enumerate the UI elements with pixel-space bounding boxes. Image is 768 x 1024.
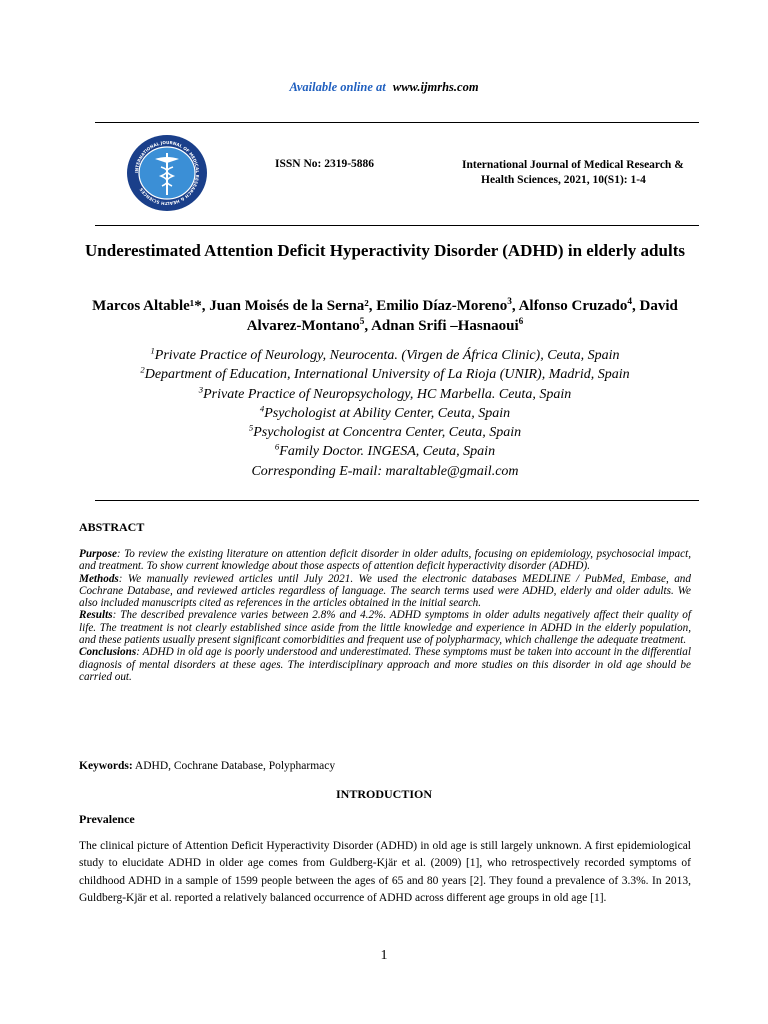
- abstract-results: Results: The described prevalence varies between 2.8% and 4.2%. ADHD symptoms in older adults negatively affect their quality of life. The treatment is not clearly established since aside from the little knowledge and experience in ADHD in the elderly population, and these patients usually present significant comorbidities and frequent use of polypharmacy, which challenge the adequate treatment.: [79, 609, 691, 647]
- abstract-methods: Methods: We manually reviewed articles until July 2021. We used the electronic databases MEDLINE / PubMed, Embase, and Cochrane Database, and reviewed articles regardless of language. The search terms used were ADHD, elderly and older adults. We also included manuscripts cited as references in the articles obtained in the initial search.: [79, 572, 691, 610]
- available-online-line: [0, 80, 768, 95]
- prevalence-heading: Prevalence: [79, 812, 135, 826]
- header-top-rule: [95, 122, 699, 123]
- journal-citation-line1: International Journal of Medical Research &: [462, 159, 684, 171]
- introduction-paragraph: The clinical picture of Attention Deficit Hyperactivity Disorder (ADHD) in old age is still largely unknown. A first epidemiological study to elucidate ADHD in older age comes from Guldberg-Kjär et al. (2009) [1], who retrospectively recorded symptoms of childhood ADHD in a sample of 1599 people between the ages of 65 and 80 years [2]. They found a prevalence of 3.3%. In 2013, Guldberg-Kjär et al. reported a relatively balanced occurrence of ADHD across different age groups in old age [1].: [79, 840, 691, 904]
- journal-logo: [122, 133, 212, 213]
- abstract-purpose: Purpose: To review the existing literature on attention deficit disorder in older adults, focusing on epidemiology, psychosocial impact, and treatment. To show current knowledge about those aspects of attention deficit hyperactivity disorder (ADHD).: [79, 548, 691, 573]
- author-sup-4: 4: [627, 297, 632, 307]
- author-names-3: , David Alvarez-Montano: [246, 298, 678, 334]
- keywords-label: Keywords:: [79, 760, 133, 772]
- author-sup-3: 3: [507, 297, 512, 307]
- author-names-1: Marcos Altable¹*, Juan Moisés de la Serna², Emilio Díaz-Moreno: [92, 298, 508, 314]
- affiliations-rule: [95, 500, 699, 501]
- affiliation-3: $^3$Private Practice of Neuropsychology, HC Marbella. Ceuta, Spain: [198, 383, 572, 402]
- author-list: [70, 296, 700, 336]
- affiliation-6: $^6$Family Doctor. INGESA, Ceuta, Spain: [274, 441, 496, 460]
- affiliation-5: $^5$Psychologist at Concentra Center, Ceuta, Spain: [248, 422, 522, 441]
- page-number: 1: [380, 948, 388, 963]
- journal-citation-line2: Health Sciences, 2021, 10(S1): 1-4: [481, 174, 646, 186]
- header-bottom-rule: [95, 225, 699, 226]
- journal-citation: [462, 158, 702, 188]
- issn-number: ISSN No: 2319-5886: [275, 158, 375, 170]
- article-title: Underestimated Attention Deficit Hyperactivity Disorder (ADHD) in elderly adults: [85, 241, 685, 260]
- available-online-label: Available online at: [289, 80, 386, 94]
- author-names-2: , Alfonso Cruzado: [511, 298, 628, 314]
- affiliation-1: $^1$Private Practice of Neurology, Neurocenta. (Virgen de África Clinic), Ceuta, Spain: [150, 345, 620, 363]
- keywords-text: ADHD, Cochrane Database, Polypharmacy: [132, 760, 336, 772]
- affiliation-4: $^4$Psychologist at Ability Center, Ceuta, Spain: [259, 403, 511, 421]
- corresponding-email: Corresponding E-mail: maraltable@gmail.com: [251, 463, 519, 479]
- author-sup-6: 6: [518, 317, 524, 327]
- author-sup-5: 5: [359, 317, 365, 327]
- introduction-heading: INTRODUCTION: [335, 787, 432, 801]
- logo-ring-text: INTERNATIONAL JOURNAL OF MEDICAL RESEARCH & HEALTH SCIENCES: [133, 139, 201, 207]
- keywords-line: [79, 760, 335, 772]
- affiliations: [70, 346, 700, 481]
- affiliation-2: $^2$Department of Education, International University of La Rioja (UNIR), Madrid, Spain: [140, 364, 630, 383]
- journal-url-link[interactable]: www.ijmrhs.com: [392, 80, 479, 94]
- author-names-4: , Adnan Srifi –Hasnaoui: [364, 318, 519, 334]
- abstract-body: [79, 548, 691, 683]
- abstract-heading: ABSTRACT: [79, 520, 145, 534]
- abstract-conclusions: Conclusions: ADHD in old age is poorly understood and underestimated. These symptoms must be taken into account in the differential diagnosis of mental disorders at these ages. The interdisciplinary approach and more studies on this disorder in old age should be carried out.: [79, 646, 691, 683]
